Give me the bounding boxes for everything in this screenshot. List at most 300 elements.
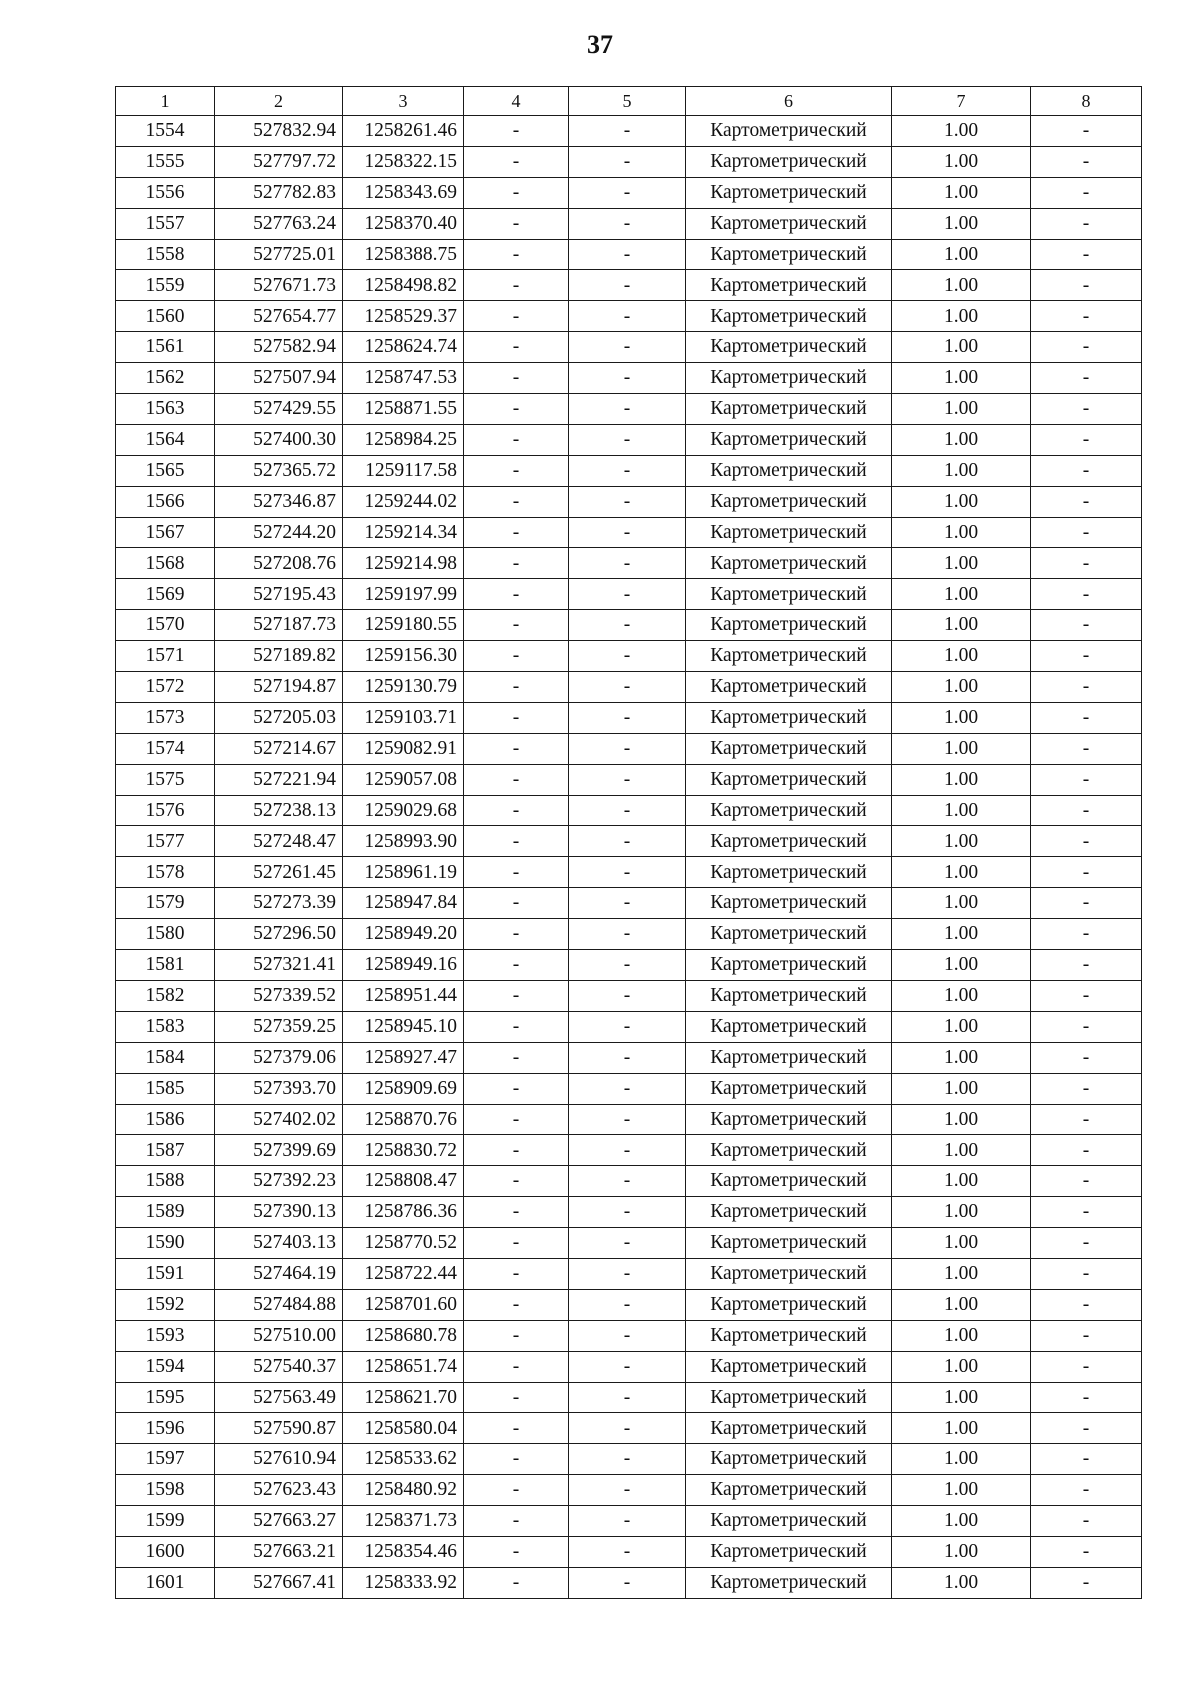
cell-x-coordinate: 527429.55 — [215, 394, 343, 425]
cell-accuracy: 1.00 — [892, 270, 1031, 301]
cell-x-coordinate: 527296.50 — [215, 919, 343, 950]
table-row — [116, 795, 1142, 826]
cell-y-coordinate: 1259130.79 — [343, 672, 464, 703]
cell-x-coordinate: 527273.39 — [215, 888, 343, 919]
cell-col-4-value: - — [464, 301, 569, 332]
cell-col-8-value: - — [1031, 455, 1142, 486]
cell-method: Картометрический — [686, 764, 892, 795]
cell-col-5-value: - — [569, 177, 686, 208]
cell-col-8-value: - — [1031, 857, 1142, 888]
cell-x-coordinate: 527763.24 — [215, 208, 343, 239]
cell-col-5-value: - — [569, 641, 686, 672]
cell-col-5-value: - — [569, 610, 686, 641]
cell-accuracy: 1.00 — [892, 672, 1031, 703]
cell-method: Картометрический — [686, 332, 892, 363]
cell-point-number: 1568 — [116, 548, 215, 579]
cell-y-coordinate: 1259029.68 — [343, 795, 464, 826]
cell-y-coordinate: 1258624.74 — [343, 332, 464, 363]
table-row — [116, 1042, 1142, 1073]
table-row — [116, 702, 1142, 733]
cell-y-coordinate: 1259244.02 — [343, 486, 464, 517]
cell-col-4-value: - — [464, 1228, 569, 1259]
cell-col-4-value: - — [464, 950, 569, 981]
cell-point-number: 1557 — [116, 208, 215, 239]
cell-col-5-value: - — [569, 332, 686, 363]
cell-x-coordinate: 527725.01 — [215, 239, 343, 270]
cell-y-coordinate: 1259156.30 — [343, 641, 464, 672]
cell-col-5-value: - — [569, 1289, 686, 1320]
cell-method: Картометрический — [686, 1444, 892, 1475]
cell-method: Картометрический — [686, 888, 892, 919]
cell-accuracy: 1.00 — [892, 1320, 1031, 1351]
cell-method: Картометрический — [686, 826, 892, 857]
table-row — [116, 177, 1142, 208]
cell-method: Картометрический — [686, 1042, 892, 1073]
table-row — [116, 208, 1142, 239]
cell-col-4-value: - — [464, 1011, 569, 1042]
cell-method: Картометрический — [686, 548, 892, 579]
cell-method: Картометрический — [686, 1258, 892, 1289]
cell-accuracy: 1.00 — [892, 1197, 1031, 1228]
cell-point-number: 1601 — [116, 1567, 215, 1598]
cell-col-5-value: - — [569, 1351, 686, 1382]
cell-point-number: 1562 — [116, 363, 215, 394]
cell-method: Картометрический — [686, 517, 892, 548]
cell-col-4-value: - — [464, 1289, 569, 1320]
cell-col-8-value: - — [1031, 239, 1142, 270]
cell-y-coordinate: 1258343.69 — [343, 177, 464, 208]
cell-x-coordinate: 527623.43 — [215, 1475, 343, 1506]
cell-col-8-value: - — [1031, 1413, 1142, 1444]
cell-point-number: 1575 — [116, 764, 215, 795]
cell-point-number: 1583 — [116, 1011, 215, 1042]
column-header-8: 8 — [1031, 87, 1142, 116]
cell-x-coordinate: 527582.94 — [215, 332, 343, 363]
table-row — [116, 579, 1142, 610]
table-row — [116, 1382, 1142, 1413]
cell-col-4-value: - — [464, 826, 569, 857]
cell-col-4-value: - — [464, 486, 569, 517]
cell-accuracy: 1.00 — [892, 1475, 1031, 1506]
cell-accuracy: 1.00 — [892, 455, 1031, 486]
cell-point-number: 1595 — [116, 1382, 215, 1413]
column-header-5: 5 — [569, 87, 686, 116]
cell-accuracy: 1.00 — [892, 579, 1031, 610]
cell-y-coordinate: 1259082.91 — [343, 733, 464, 764]
cell-col-5-value: - — [569, 702, 686, 733]
cell-y-coordinate: 1258498.82 — [343, 270, 464, 301]
cell-x-coordinate: 527663.21 — [215, 1536, 343, 1567]
cell-y-coordinate: 1258909.69 — [343, 1073, 464, 1104]
cell-col-5-value: - — [569, 857, 686, 888]
cell-col-8-value: - — [1031, 950, 1142, 981]
cell-x-coordinate: 527261.45 — [215, 857, 343, 888]
cell-method: Картометрический — [686, 424, 892, 455]
cell-col-8-value: - — [1031, 116, 1142, 147]
table-row — [116, 1320, 1142, 1351]
cell-x-coordinate: 527402.02 — [215, 1104, 343, 1135]
cell-point-number: 1586 — [116, 1104, 215, 1135]
cell-x-coordinate: 527610.94 — [215, 1444, 343, 1475]
cell-col-4-value: - — [464, 548, 569, 579]
table-row — [116, 517, 1142, 548]
cell-point-number: 1569 — [116, 579, 215, 610]
cell-col-8-value: - — [1031, 1382, 1142, 1413]
cell-accuracy: 1.00 — [892, 702, 1031, 733]
column-header-7: 7 — [892, 87, 1031, 116]
cell-point-number: 1556 — [116, 177, 215, 208]
table-row — [116, 1011, 1142, 1042]
table-row — [116, 332, 1142, 363]
cell-x-coordinate: 527464.19 — [215, 1258, 343, 1289]
cell-col-5-value: - — [569, 1382, 686, 1413]
cell-x-coordinate: 527663.27 — [215, 1506, 343, 1537]
table-row — [116, 1444, 1142, 1475]
cell-y-coordinate: 1258993.90 — [343, 826, 464, 857]
cell-col-8-value: - — [1031, 1351, 1142, 1382]
cell-accuracy: 1.00 — [892, 1166, 1031, 1197]
cell-col-5-value: - — [569, 1104, 686, 1135]
cell-x-coordinate: 527187.73 — [215, 610, 343, 641]
cell-col-5-value: - — [569, 1320, 686, 1351]
cell-col-8-value: - — [1031, 795, 1142, 826]
cell-accuracy: 1.00 — [892, 950, 1031, 981]
cell-accuracy: 1.00 — [892, 239, 1031, 270]
cell-point-number: 1584 — [116, 1042, 215, 1073]
cell-col-4-value: - — [464, 1197, 569, 1228]
cell-col-5-value: - — [569, 579, 686, 610]
cell-col-4-value: - — [464, 1258, 569, 1289]
cell-accuracy: 1.00 — [892, 888, 1031, 919]
cell-y-coordinate: 1258808.47 — [343, 1166, 464, 1197]
cell-point-number: 1570 — [116, 610, 215, 641]
cell-accuracy: 1.00 — [892, 1506, 1031, 1537]
cell-col-5-value: - — [569, 826, 686, 857]
table-row — [116, 270, 1142, 301]
cell-col-4-value: - — [464, 919, 569, 950]
cell-col-5-value: - — [569, 764, 686, 795]
cell-col-4-value: - — [464, 610, 569, 641]
cell-accuracy: 1.00 — [892, 1073, 1031, 1104]
cell-col-5-value: - — [569, 363, 686, 394]
cell-col-8-value: - — [1031, 363, 1142, 394]
cell-x-coordinate: 527321.41 — [215, 950, 343, 981]
cell-col-4-value: - — [464, 702, 569, 733]
cell-method: Картометрический — [686, 795, 892, 826]
table-row — [116, 950, 1142, 981]
cell-col-5-value: - — [569, 301, 686, 332]
cell-x-coordinate: 527244.20 — [215, 517, 343, 548]
cell-point-number: 1579 — [116, 888, 215, 919]
cell-x-coordinate: 527832.94 — [215, 116, 343, 147]
cell-y-coordinate: 1258651.74 — [343, 1351, 464, 1382]
cell-col-8-value: - — [1031, 1567, 1142, 1598]
cell-x-coordinate: 527339.52 — [215, 980, 343, 1011]
table-row — [116, 672, 1142, 703]
cell-col-4-value: - — [464, 579, 569, 610]
cell-accuracy: 1.00 — [892, 980, 1031, 1011]
cell-method: Картометрический — [686, 610, 892, 641]
cell-method: Картометрический — [686, 733, 892, 764]
cell-y-coordinate: 1258770.52 — [343, 1228, 464, 1259]
cell-y-coordinate: 1258951.44 — [343, 980, 464, 1011]
table-row — [116, 826, 1142, 857]
cell-col-4-value: - — [464, 980, 569, 1011]
table-row — [116, 980, 1142, 1011]
cell-col-4-value: - — [464, 208, 569, 239]
cell-accuracy: 1.00 — [892, 1567, 1031, 1598]
cell-y-coordinate: 1258984.25 — [343, 424, 464, 455]
cell-x-coordinate: 527238.13 — [215, 795, 343, 826]
cell-y-coordinate: 1258322.15 — [343, 146, 464, 177]
cell-y-coordinate: 1258870.76 — [343, 1104, 464, 1135]
cell-accuracy: 1.00 — [892, 1382, 1031, 1413]
cell-col-8-value: - — [1031, 1042, 1142, 1073]
cell-accuracy: 1.00 — [892, 1289, 1031, 1320]
cell-point-number: 1571 — [116, 641, 215, 672]
column-header-2: 2 — [215, 87, 343, 116]
cell-point-number: 1554 — [116, 116, 215, 147]
cell-x-coordinate: 527393.70 — [215, 1073, 343, 1104]
cell-col-4-value: - — [464, 1475, 569, 1506]
cell-col-5-value: - — [569, 1228, 686, 1259]
table-row — [116, 424, 1142, 455]
cell-col-5-value: - — [569, 919, 686, 950]
cell-accuracy: 1.00 — [892, 641, 1031, 672]
coordinates-table — [115, 86, 1142, 1599]
cell-col-8-value: - — [1031, 919, 1142, 950]
cell-col-8-value: - — [1031, 1197, 1142, 1228]
cell-y-coordinate: 1258621.70 — [343, 1382, 464, 1413]
cell-point-number: 1564 — [116, 424, 215, 455]
cell-point-number: 1560 — [116, 301, 215, 332]
cell-method: Картометрический — [686, 1289, 892, 1320]
header-row — [116, 87, 1142, 116]
cell-col-8-value: - — [1031, 733, 1142, 764]
cell-point-number: 1581 — [116, 950, 215, 981]
cell-method: Картометрический — [686, 146, 892, 177]
page-number: 37 — [587, 30, 613, 59]
cell-accuracy: 1.00 — [892, 826, 1031, 857]
cell-point-number: 1572 — [116, 672, 215, 703]
table-row — [116, 548, 1142, 579]
cell-col-5-value: - — [569, 1536, 686, 1567]
table-row — [116, 301, 1142, 332]
cell-col-8-value: - — [1031, 1011, 1142, 1042]
cell-method: Картометрический — [686, 455, 892, 486]
cell-col-8-value: - — [1031, 672, 1142, 703]
cell-col-4-value: - — [464, 1536, 569, 1567]
cell-point-number: 1600 — [116, 1536, 215, 1567]
cell-accuracy: 1.00 — [892, 1104, 1031, 1135]
cell-method: Картометрический — [686, 208, 892, 239]
cell-accuracy: 1.00 — [892, 1228, 1031, 1259]
cell-col-5-value: - — [569, 116, 686, 147]
cell-y-coordinate: 1258927.47 — [343, 1042, 464, 1073]
cell-accuracy: 1.00 — [892, 1413, 1031, 1444]
cell-col-4-value: - — [464, 177, 569, 208]
cell-method: Картометрический — [686, 1228, 892, 1259]
cell-col-5-value: - — [569, 1166, 686, 1197]
table-row — [116, 1506, 1142, 1537]
cell-method: Картометрический — [686, 239, 892, 270]
cell-col-8-value: - — [1031, 1320, 1142, 1351]
cell-method: Картометрический — [686, 116, 892, 147]
cell-method: Картометрический — [686, 270, 892, 301]
cell-accuracy: 1.00 — [892, 332, 1031, 363]
table-row — [116, 764, 1142, 795]
cell-method: Картометрический — [686, 579, 892, 610]
cell-method: Картометрический — [686, 394, 892, 425]
cell-col-8-value: - — [1031, 1073, 1142, 1104]
cell-col-8-value: - — [1031, 702, 1142, 733]
cell-col-4-value: - — [464, 1073, 569, 1104]
cell-method: Картометрический — [686, 177, 892, 208]
table-header — [116, 87, 1142, 116]
cell-point-number: 1573 — [116, 702, 215, 733]
cell-col-8-value: - — [1031, 610, 1142, 641]
cell-x-coordinate: 527195.43 — [215, 579, 343, 610]
cell-col-4-value: - — [464, 1320, 569, 1351]
cell-col-8-value: - — [1031, 1258, 1142, 1289]
table-row — [116, 1135, 1142, 1166]
cell-x-coordinate: 527205.03 — [215, 702, 343, 733]
table-row — [116, 1197, 1142, 1228]
cell-x-coordinate: 527590.87 — [215, 1413, 343, 1444]
cell-col-5-value: - — [569, 1042, 686, 1073]
table-row — [116, 1289, 1142, 1320]
cell-y-coordinate: 1259180.55 — [343, 610, 464, 641]
cell-x-coordinate: 527403.13 — [215, 1228, 343, 1259]
cell-point-number: 1558 — [116, 239, 215, 270]
column-header-1: 1 — [116, 87, 215, 116]
cell-x-coordinate: 527359.25 — [215, 1011, 343, 1042]
cell-col-4-value: - — [464, 641, 569, 672]
table-row — [116, 1258, 1142, 1289]
cell-col-8-value: - — [1031, 888, 1142, 919]
cell-accuracy: 1.00 — [892, 1258, 1031, 1289]
cell-accuracy: 1.00 — [892, 1042, 1031, 1073]
cell-x-coordinate: 527782.83 — [215, 177, 343, 208]
cell-col-4-value: - — [464, 1042, 569, 1073]
cell-x-coordinate: 527248.47 — [215, 826, 343, 857]
cell-col-4-value: - — [464, 1166, 569, 1197]
cell-y-coordinate: 1258871.55 — [343, 394, 464, 425]
cell-accuracy: 1.00 — [892, 116, 1031, 147]
cell-method: Картометрический — [686, 1197, 892, 1228]
cell-accuracy: 1.00 — [892, 424, 1031, 455]
cell-col-8-value: - — [1031, 579, 1142, 610]
cell-point-number: 1589 — [116, 1197, 215, 1228]
cell-accuracy: 1.00 — [892, 363, 1031, 394]
cell-point-number: 1578 — [116, 857, 215, 888]
cell-x-coordinate: 527390.13 — [215, 1197, 343, 1228]
cell-col-4-value: - — [464, 517, 569, 548]
cell-method: Картометрический — [686, 1351, 892, 1382]
cell-method: Картометрический — [686, 919, 892, 950]
cell-col-5-value: - — [569, 1135, 686, 1166]
cell-point-number: 1598 — [116, 1475, 215, 1506]
cell-x-coordinate: 527797.72 — [215, 146, 343, 177]
cell-method: Картометрический — [686, 1506, 892, 1537]
cell-accuracy: 1.00 — [892, 733, 1031, 764]
cell-col-8-value: - — [1031, 548, 1142, 579]
cell-col-5-value: - — [569, 486, 686, 517]
cell-accuracy: 1.00 — [892, 795, 1031, 826]
cell-col-4-value: - — [464, 1135, 569, 1166]
cell-col-8-value: - — [1031, 424, 1142, 455]
cell-col-4-value: - — [464, 795, 569, 826]
cell-col-8-value: - — [1031, 177, 1142, 208]
cell-col-5-value: - — [569, 455, 686, 486]
cell-point-number: 1561 — [116, 332, 215, 363]
cell-point-number: 1590 — [116, 1228, 215, 1259]
cell-y-coordinate: 1258961.19 — [343, 857, 464, 888]
table-row — [116, 1104, 1142, 1135]
cell-col-5-value: - — [569, 950, 686, 981]
cell-col-8-value: - — [1031, 980, 1142, 1011]
cell-col-4-value: - — [464, 672, 569, 703]
cell-point-number: 1592 — [116, 1289, 215, 1320]
cell-y-coordinate: 1259214.34 — [343, 517, 464, 548]
cell-x-coordinate: 527667.41 — [215, 1567, 343, 1598]
cell-point-number: 1597 — [116, 1444, 215, 1475]
cell-method: Картометрический — [686, 672, 892, 703]
cell-col-8-value: - — [1031, 208, 1142, 239]
cell-accuracy: 1.00 — [892, 394, 1031, 425]
table-row — [116, 146, 1142, 177]
cell-col-5-value: - — [569, 548, 686, 579]
cell-y-coordinate: 1258680.78 — [343, 1320, 464, 1351]
cell-y-coordinate: 1258370.40 — [343, 208, 464, 239]
cell-col-8-value: - — [1031, 1475, 1142, 1506]
table-row — [116, 1413, 1142, 1444]
cell-point-number: 1596 — [116, 1413, 215, 1444]
table-row — [116, 1166, 1142, 1197]
table-row — [116, 455, 1142, 486]
cell-method: Картометрический — [686, 641, 892, 672]
cell-col-8-value: - — [1031, 486, 1142, 517]
cell-col-8-value: - — [1031, 826, 1142, 857]
cell-point-number: 1559 — [116, 270, 215, 301]
cell-col-4-value: - — [464, 116, 569, 147]
cell-method: Картометрический — [686, 1475, 892, 1506]
cell-accuracy: 1.00 — [892, 610, 1031, 641]
cell-accuracy: 1.00 — [892, 1536, 1031, 1567]
column-header-4: 4 — [464, 87, 569, 116]
cell-col-5-value: - — [569, 1567, 686, 1598]
table-row — [116, 1536, 1142, 1567]
cell-y-coordinate: 1258947.84 — [343, 888, 464, 919]
cell-col-8-value: - — [1031, 1536, 1142, 1567]
cell-col-8-value: - — [1031, 146, 1142, 177]
cell-col-5-value: - — [569, 1011, 686, 1042]
cell-y-coordinate: 1258701.60 — [343, 1289, 464, 1320]
cell-x-coordinate: 527208.76 — [215, 548, 343, 579]
table-row — [116, 1228, 1142, 1259]
table-row — [116, 363, 1142, 394]
cell-x-coordinate: 527507.94 — [215, 363, 343, 394]
cell-point-number: 1593 — [116, 1320, 215, 1351]
cell-point-number: 1587 — [116, 1135, 215, 1166]
cell-x-coordinate: 527365.72 — [215, 455, 343, 486]
cell-y-coordinate: 1258354.46 — [343, 1536, 464, 1567]
cell-y-coordinate: 1258480.92 — [343, 1475, 464, 1506]
cell-y-coordinate: 1258388.75 — [343, 239, 464, 270]
cell-point-number: 1566 — [116, 486, 215, 517]
cell-point-number: 1599 — [116, 1506, 215, 1537]
cell-col-4-value: - — [464, 1382, 569, 1413]
